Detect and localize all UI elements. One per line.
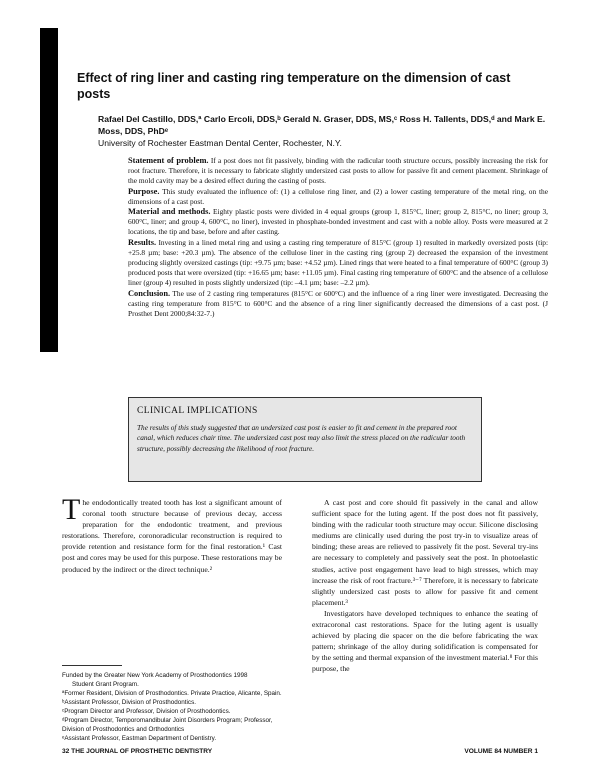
footer-journal: 32 THE JOURNAL OF PROSTHETIC DENTISTRY — [62, 748, 213, 755]
abstract-results: Results. Investing in a lined metal ring and using a casting ring temperature of 815°C (group 1) resulted in markedly oversized posts (tip: +25.8 µm; base: +20.3 µm). The absence of the cellulose liner in the casting ring (group 2) decreased the expansion of the investment producing slightly oversized castings (tip: +9.75 µm; base: +4.52 µm). Lined rings that were heated to a final temperature of 600°C (group 3) produced posts that were oversized (tip: +16.65 µm; base: +11.05 µm). Final casting ring temperature of 600°C and the absence of a cellulose liner (group 4) resulted in posts slightly undersized (tip: –4.1 µm; base: –2.2 µm). — [128, 237, 548, 288]
body-paragraph: The endodontically treated tooth has lost a significant amount of coronal tooth structure because of previous decay, access preparation for the endodontic treatment, and previous restorations. Therefore, coronoradicular reconstruction is required to provide retention and resistance form for the final restoration.¹ Cast post and cores may be used for this purpose. These restorations may be produced by the indirect or the direct technique.² — [62, 493, 282, 574]
abstract-heading: Purpose. — [128, 186, 160, 196]
abstract-heading: Results. — [128, 237, 157, 247]
footer-volume: VOLUME 84 NUMBER 1 — [464, 748, 538, 755]
footnotes — [62, 671, 292, 743]
footnote-funding: Funded by the Greater New York Academy of Prosthodontics 1998 — [62, 672, 248, 679]
footnote-d: ᵈProgram Director, Temporomandibular Joint Disorders Program; Professor, Division of Prosthodontics and Orthodontics — [62, 717, 273, 733]
abstract-heading: Statement of problem. — [128, 156, 209, 165]
abstract-methods: Material and methods. Eighty plastic posts were divided in 4 equal groups (group 1, 815°C, liner; group 2, 815°C, no liner; group 3, 600°C, liner; and group 4, 600°C, no liner), invested in phosphate-bonded investment and cast with a noble alloy. Posts were measured at 2 locations, the tip and base, before and after casting. — [128, 207, 549, 237]
footnote-a: ªFormer Resident, Division of Prosthodontics. Private Practice, Alicante, Spain. — [62, 690, 282, 697]
decorative-margin-bar — [40, 28, 58, 352]
abstract-heading: Material and methods. — [128, 207, 211, 217]
footnote-c: ᶜProgram Director and Professor, Division of Prosthodontics. — [62, 708, 231, 715]
clinical-implications-title: CLINICAL IMPLICATIONS — [137, 406, 258, 416]
abstract-purpose: Purpose. This study evaluated the influence of: (1) a cellulose ring liner, and (2) a lower casting temperature of the metal ring, on the dimensions of a cast post. — [128, 186, 548, 206]
body-paragraph: Investigators have developed techniques to enhance the seating of extracoronal cast restorations. Space for the luting agent is usually achieved by placing die spacer on the die before fabricating the wax pattern; shrinkage of the alloy during solidification is compensated for by the setting and thermal expansion of the investment material.⁸ For this purpose, the — [312, 608, 538, 674]
body-column-left — [62, 493, 282, 575]
article-title: Effect of ring liner and casting ring temperature on the dimension of cast posts — [77, 71, 511, 101]
footnote-divider — [62, 665, 122, 666]
affiliation: University of Rochester Eastman Dental Center, Rochester, N.Y. — [98, 138, 342, 148]
abstract-conclusion: Conclusion. The use of 2 casting ring temperatures (815°C or 600°C) and the influence of a ring liner were investigated. Decreasing the casting ring temperature from 815°C to 600°C and the absence of a ring liner significantly decreased the dimensions of a cast post. (J Prosthet Dent 2000;84:32-7.) — [128, 288, 548, 319]
drop-cap: T — [62, 493, 81, 526]
abstract — [128, 156, 548, 319]
body-paragraph: A cast post and core should fit passively in the canal and allow sufficient space for the luting agent. If the post does not fit passively, binding with the radicular tooth structure may occur. Silicone disclosing mediums are clinically used during the post try-in to visualize areas of binding; these areas are relieved to passively fit the post. Several try-ins are necessary to completely and passively seat the post. In photoelastic studies, active post engagement have lead to high stresses, which may increase the risk of root fracture.³⁻⁷ Therefore, it is necessary to fabricate slightly undersized cast posts to allow for passive fit and cement placement.³ — [312, 498, 538, 607]
clinical-implications-body: The results of this study suggested that an undersized cast post is easier to fit and cement in the prepared root canal, which reduces chair time. The undersized cast post may also limit the stress placed on the radicular tooth structure, possibly decreasing the likelihood of root fracture. — [137, 423, 466, 453]
author-list: Rafael Del Castillo, DDS,ª Carlo Ercoli, DDS,ᵇ Gerald N. Graser, DDS, MS,ᶜ Ross H. Tallents, DDS,ᵈ and Mark E. Moss, DDS, PhDᵉ — [98, 114, 546, 136]
body-column-right — [312, 497, 538, 675]
clinical-implications-box — [128, 397, 482, 482]
abstract-heading: Conclusion. — [128, 288, 171, 298]
footnote-funding-cont: Student Grant Program. — [72, 681, 139, 688]
abstract-statement: Statement of problem. If a post does not fit passively, binding with the radicular tooth structure occurs, possibly increasing the risk for root fracture. Therefore, it is necessary to fabricate slightly undersized cast posts to allow for passive fit and cement placement. Shrinkage of the mold cavity may be a desired effect during the casting of posts. — [128, 156, 548, 186]
footnote-b: ᵇAssistant Professor, Division of Prosthodontics. — [62, 699, 196, 706]
footnote-e: ᵉAssistant Professor, Eastman Department of Dentistry. — [62, 735, 217, 742]
